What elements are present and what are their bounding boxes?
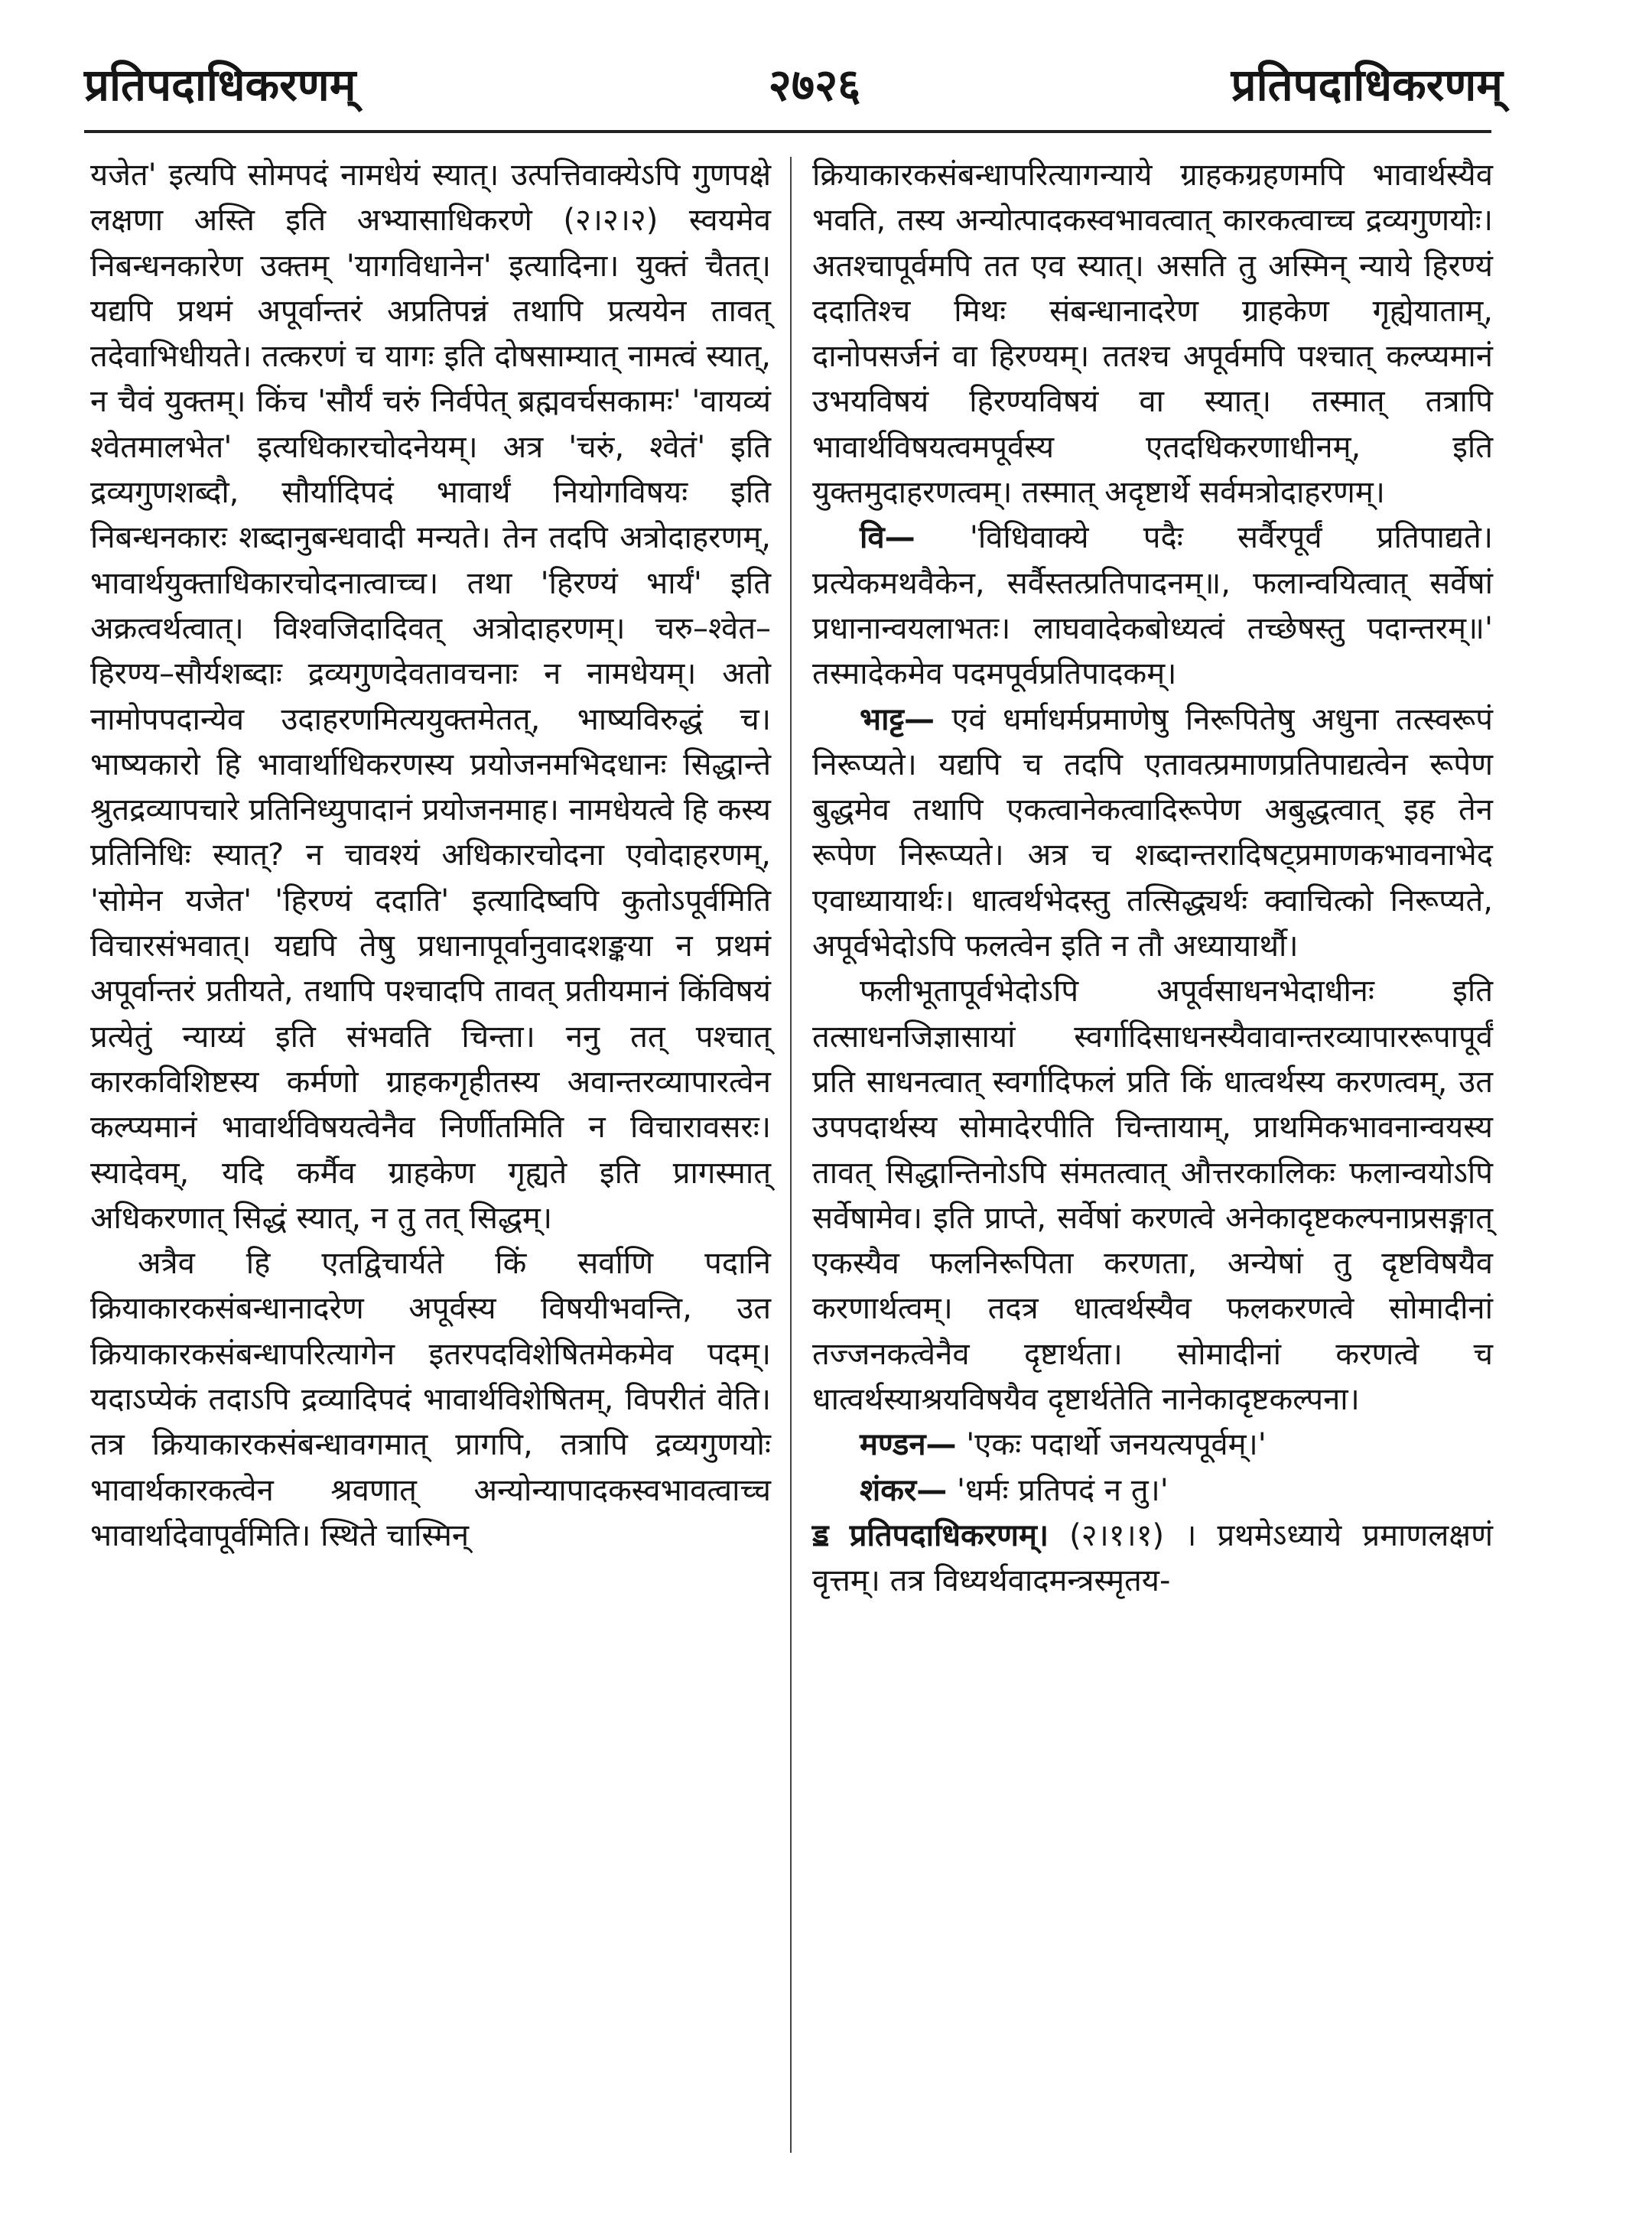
right-paragraph-1: क्रियाकारकसंबन्धापरित्यागन्याये ग्राहकग्रहणमपि भावार्थस्यैव भवति, तस्य अन्योत्पादकस्वभावत्वात् कारकत्वाच्च द्रव्यगुणयोः। अतश्चापूर्वमपि तत एव स्यात्। असति तु अस्मिन् न्याये हिरण्यं ददातिश्च मिथः संबन्धानादरेण ग्राहकेण गृह्येयाताम्, दानोपसर्जनं वा हिरण्यम्। ततश्च अपूर्वमपि पश्चात् कल्प्यमानं उभयविषयं हिरण्यविषयं वा स्यात्। तस्मात् तत्रापि भावार्थविषयत्वमपूर्वस्य एतदधिकरणाधीनम्, इति युक्तमुदाहरणत्वम्। तस्मात् अदृष्टार्थे सर्वमत्रोदाहरणम्। [812,158,1493,511]
mandana-speaker: मण्डन— [860,1427,957,1463]
right-paragraph-3: फलीभूतापूर्वभेदोऽपि अपूर्वसाधनभेदाधीनः इति तत्साधनजिज्ञासायां स्वर्गादिसाधनस्यैवावान्तरव्यापाररूपापूर्वं प्रति साधनत्वात् स्वर्गादिफलं प्रति किं धात्वर्थस्य करणत्वम्, उत उपपदार्थस्य सोमादेरपीति चिन्तायाम्, प्राथमिकभावनान्वयस्य तावत् सिद्धान्तिनोऽपि संमतत्वात् औत्तरकालिकः फलान्वयोऽपि सर्वेषामेव। इति प्राप्ते, सर्वेषां करणत्वे अनेकादृष्टकल्पनाप्रसङ्गात् एकस्यैव फलनिरूपिता करणता, अन्येषां तु दृष्टविषयैव करणार्थत्वम्। तदत्र धात्वर्थस्यैव फलकरणत्वे सोमादीनां तज्जनकत्वेनैव दृष्टार्थता। सोमादीनां करणत्वे च धात्वर्थस्याश्रयविषयैव दृष्टार्थतेति नानेकादृष्टकल्पना। [812,974,1493,1418]
mandana-text: 'एकः पदार्थो जनयत्यपूर्वम्।' [966,1427,1267,1463]
section-title: प्रतिपदाधिकरणम्। [849,1517,1049,1553]
shankara-text: 'धर्मः प्रतिपदं न तु।' [957,1472,1169,1508]
section-heading-block [812,1513,1493,1604]
header-rule [84,130,1491,133]
vi-verse-1: 'विधिवाक्ये पदैः सर्वैरपूर्वं प्रतिपाद्यते। प्रत्येकमथवैकेन, सर्वैस्तत्प्रतिपादनम्॥, [812,520,1494,601]
vi-conclusion: तस्मादेकमेव पदमपूर्वप्रतिपादकम्। [812,656,1177,692]
section-mark-icon: ॾ [812,1517,829,1553]
bhatta-text: एवं धर्माधर्मप्रमाणेषु निरूपितेषु अधुना तत्स्वरूपं निरूप्यते। यद्यपि च तदपि एतावत्प्रमाणप्रतिपाद्यत्वेन रूपेण बुद्धमेव तथापि एकत्वानेकत्वादिरूपेण अबुद्धत्वात् इह तेन रूपेण निरूप्यते। अत्र च शब्दान्तरादिषट्प्रमाणकभावनाभेद एवाध्यायार्थः। धात्वर्थभेदस्तु तत्सिद्ध्यर्थः क्वाचित्को निरूप्यते, अपूर्वभेदोऽपि फलत्वेन इति न तौ अध्यायार्थौ। [812,701,1493,964]
column-divider [790,157,792,2153]
shankara-speaker: शंकर— [860,1472,948,1508]
shankara-line [812,1468,1493,1513]
running-header-right: प्रतिपदाधिकरणम् [1231,59,1503,111]
bhatta-speaker: भाट्ट— [860,701,935,737]
left-paragraph-1: यजेत' इत्यपि सोमपदं नामधेयं स्यात्। उत्पत्तिवाक्येऽपि गुणपक्षे लक्षणा अस्ति इति अभ्यासाधिकरणे (२।२।२) स्वयमेव निबन्धनकारेण उक्तम् 'यागविधानेन' इत्यादिना। युक्तं चैतत्। यद्यपि प्रथमं अपूर्वान्तरं अप्रतिपन्नं तथापि प्रत्ययेन तावत् तदेवाभिधीयते। तत्करणं च यागः इति दोषसाम्यात् नामत्वं स्यात्, न चैवं युक्तम्। किंच 'सौर्यं चरुं निर्वपेत् ब्रह्मवर्चसकामः' 'वायव्यं श्वेतमालभेत' इत्यधिकारचोदनेयम्। अत्र 'चरुं, श्वेतं' इति द्रव्यगुणशब्दौ, सौर्यादिपदं भावार्थं नियोगविषयः इति निबन्धनकारः शब्दानुबन्धवादी मन्यते। तेन तदपि अत्रोदाहरणम्, भावार्थयुक्ताधिकारचोदनात्वाच्च। तथा 'हिरण्यं भार्यं' इति अक्रत्वर्थत्वात्। विश्वजिदादिवत् अत्रोदाहरणम्। चरु–श्वेत–हिरण्य–सौर्यशब्दाः द्रव्यगुणदेवतावचनाः न नामधेयम्। अतो नामोपपदान्येव उदाहरणमित्ययुक्तमेतत्, भाष्यविरुद्धं च। भाष्यकारो हि भावार्थाधिकरणस्य प्रयोजनमभिदधानः सिद्धान्ते श्रुतद्रव्यापचारे प्रतिनिध्युपादानं प्रयोजनमाह। नामधेयत्वे हि कस्य प्रतिनिधिः स्यात्? न चावश्यं अधिकारचोदना एवोदाहरणम्, 'सोमेन यजेत' 'हिरण्यं ददाति' इत्यादिष्वपि कुतोऽपूर्वमिति विचारसंभवात्। यद्यपि तेषु प्रधानापूर्वानुवादशङ्कया न प्रथमं अपूर्वान्तरं प्रतीयते, तथापि पश्चादपि तावत् प्रतीयमानं किंविषयं प्रत्येतुं न्याय्यं इति संभवति चिन्ता। ननु तत् पश्चात् कारकविशिष्टस्य कर्मणो ग्राहकगृहीतस्य अवान्तरव्यापारत्वेन कल्प्यमानं भावार्थविषयत्वेनैव निर्णीतमिति न विचारावसरः। स्यादेवम्, यदि कर्मैव ग्राहकेण गृह्यते इति प्रागस्मात् अधिकरणात् सिद्धं स्यात्, न तु तत् सिद्धम्। [90,158,771,1236]
section-text: । प्रथमेऽध्याये प्रमाणलक्षणं वृत्तम्। तत्र विध्यर्थवादमन्त्रस्मृतय- [812,1517,1494,1599]
running-header-left: प्रतिपदाधिकरणम् [84,59,356,111]
left-paragraph-2: अत्रैव हि एतद्विचार्यते किं सर्वाणि पदानि क्रियाकारकसंबन्धानादरेण अपूर्वस्य विषयीभवन्ति, उत क्रियाकारकसंबन्धापरित्यागेन इतरपदविशेषितमेकमेव पदम्। यदाऽप्येकं तदाऽपि द्रव्यादिपदं भावार्थविशेषितम्, विपरीतं वेति। तत्र क्रियाकारकसंबन्धावगमात् प्रागपि, तत्रापि द्रव्यगुणयोः भावार्थकारकत्वेन श्रवणात् अन्योन्यापादकस्वभावत्वाच्च भावार्थादेवापूर्वमिति। स्थिते चास्मिन् [90,1246,771,1553]
vi-quote-block [812,515,1493,697]
page-number: २७२६ [768,59,861,111]
section-reference: (२।१।१) [1069,1517,1165,1553]
vi-verse-2: फलान्वयित्वात् सर्वेषां प्रधानान्वयलाभतः। लाघवादेकबोध्यत्वं तच्छेषस्तु पदान्तरम्॥' [812,565,1494,646]
vi-speaker: वि— [860,520,915,556]
left-column [90,153,771,1559]
bhatta-block [812,697,1493,970]
mandana-line [812,1422,1493,1468]
right-column [812,153,1493,1604]
